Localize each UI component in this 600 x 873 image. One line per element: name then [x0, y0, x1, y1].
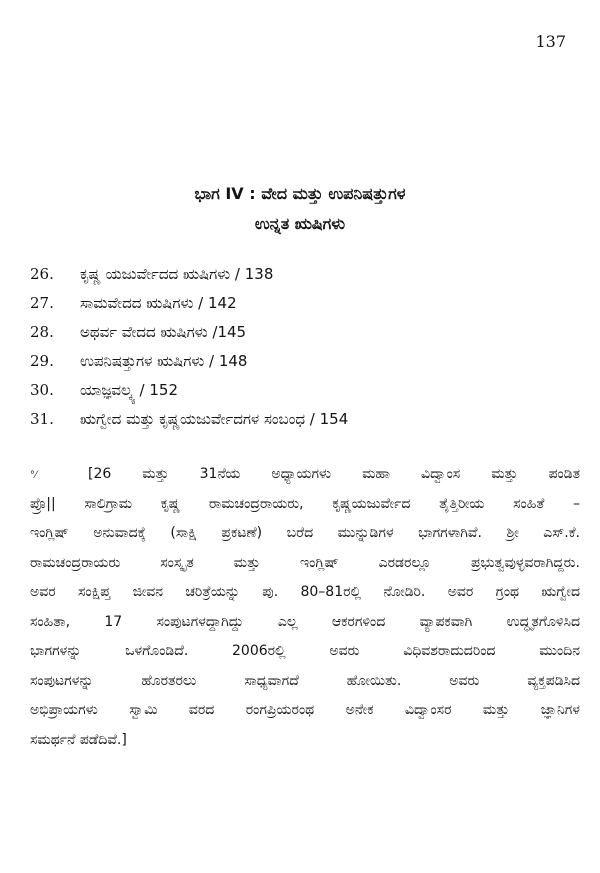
chapter-number: 26.	[30, 265, 54, 283]
chapter-title: ಯಾಜ್ಞವಲ್ಕ್ಯ / 152	[80, 381, 178, 399]
section-heading: ಭಾಗ IV : ವೇದ ಮತ್ತು ಉಪನಿಷತ್ತುಗಳ	[194, 184, 406, 203]
note-line: ಪ್ರೊ|| ಸಾಲಿಗ್ರಾಮ ಕೃಷ್ಣ ರಾಮಚಂದ್ರರಾಯರು, ಕೃಷ್ಣಯಜುರ್ವೇದ ತೈತ್ತಿರೀಯ ಸಂಹಿತೆ –	[30, 495, 580, 512]
chapter-item	[30, 318, 590, 347]
chapter-number: 30.	[30, 381, 54, 399]
chapter-title: ಸಾಮವೇದದ ಋಷಿಗಳು / 142	[80, 294, 237, 312]
chapter-number: 28.	[30, 323, 54, 341]
editor-note	[30, 460, 580, 755]
page-number: 137	[535, 32, 566, 51]
section-subheading: ಉನ್ನತ ಋಷಿಗಳು	[254, 214, 346, 233]
chapter-item	[30, 405, 590, 434]
chapter-title: ಉಪನಿಷತ್ತುಗಳ ಋಷಿಗಳು / 148	[80, 352, 248, 370]
note-line: ಸಂಹಿತಾ, 17 ಸಂಪುಟಗಳದ್ದಾಗಿದ್ದು ಎಲ್ಲ ಆಕರಗಳಿಂದ ವ್ಯಾಪಕವಾಗಿ ಉದ್ಧೃತಗೊಳಿಸಿದ	[30, 613, 580, 630]
chapter-title: ಅಥರ್ವ ವೇದದ ಋಷಿಗಳು /145	[80, 323, 247, 341]
chapter-number: 27.	[30, 294, 54, 312]
margin-mark: °⁄	[30, 470, 37, 481]
note-line: ಅಭಿಪ್ರಾಯಗಳು ಸ್ವಾಮಿ ವರದ ರಂಗಪ್ರಿಯರಂಥ ಅನೇಕ ವಿದ್ವಾಂಸರ ಮತ್ತು ಜ್ಞಾನಿಗಳ	[30, 702, 580, 718]
note-line: ಇಂಗ್ಲಿಷ್ ಅನುವಾದಕ್ಕೆ (ಸಾಕ್ಷಿ ಪ್ರಕಟಣೆ) ಬರೆದ ಮುನ್ನುಡಿಗಳ ಭಾಗಗಳಾಗಿವೆ. ಶ್ರೀ ಎಸ್.ಕೆ.	[30, 525, 580, 541]
chapter-item	[30, 376, 590, 405]
chapter-number: 29.	[30, 352, 54, 370]
note-line: ಅವರ ಸಂಕ್ಷಿಪ್ತ ಜೀವನ ಚರಿತ್ರೆಯನ್ನು ಪು. 80–81ರಲ್ಲಿ ನೋಡಿರಿ. ಅವರ ಗ್ರಂಥ ಋಗ್ವೇದ	[30, 584, 580, 600]
chapter-list	[30, 260, 590, 434]
note-line: ಸಂಪುಟಗಳನ್ನು ಹೊರತರಲು ಸಾಧ್ಯವಾಗದೆ ಹೋಯಿತು. ಅವರು ವ್ಯಕ್ತಪಡಿಸಿದ	[30, 672, 580, 689]
chapter-item	[30, 347, 590, 376]
note-line: [26 ಮತ್ತು 31ನೆಯ ಅಧ್ಯಾಯಗಳು ಮಹಾ ವಿದ್ವಾಂಸ ಮತ್ತು ಪಂಡಿತ	[88, 466, 580, 482]
note-line: ರಾಮಚಂದ್ರರಾಯರು ಸಂಸ್ಕೃತ ಮತ್ತು ಇಂಗ್ಲಿಷ್ ಎರಡರಲ್ಲೂ ಪ್ರಭುತ್ವವುಳ್ಳವರಾಗಿದ್ದರು.	[30, 554, 580, 571]
chapter-title: ಕೃಷ್ಣ ಯಜುರ್ವೇದದ ಋಷಿಗಳು / 138	[80, 265, 274, 283]
note-line: ಸಮರ್ಥನೆ ಪಡೆದಿವೆ.]	[30, 731, 127, 748]
note-line: ಭಾಗಗಳನ್ನು ಒಳಗೊಂಡಿದೆ. 2006ರಲ್ಲಿ ಅವರು ವಿಧಿವಶರಾದುದರಿಂದ ಮುಂದಿನ	[30, 643, 580, 659]
chapter-number: 31.	[30, 410, 54, 428]
chapter-item	[30, 289, 590, 318]
chapter-item	[30, 260, 590, 289]
chapter-title: ಋಗ್ವೇದ ಮತ್ತು ಕೃಷ್ಣಯಜುರ್ವೇದಗಳ ಸಂಬಂಧ / 154	[80, 410, 349, 428]
